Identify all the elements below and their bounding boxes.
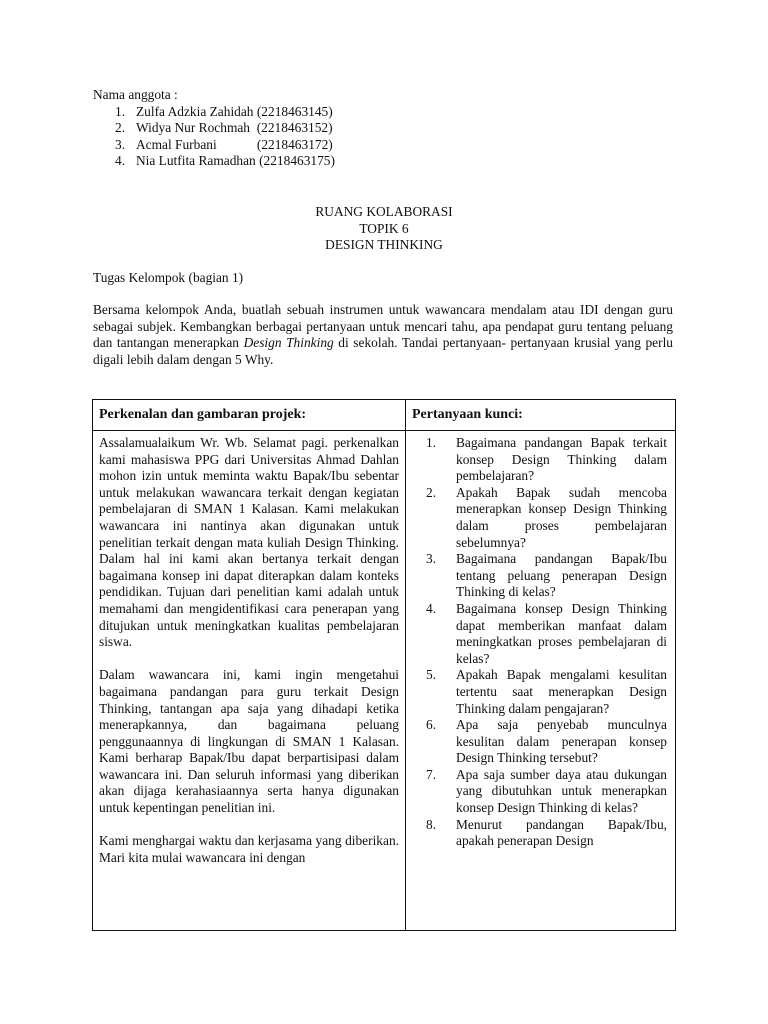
task-heading: Tugas Kelompok (bagian 1) [93, 270, 244, 285]
question-item: 4. Bagaimana konsep Design Thinking dapat memberikan manfaat dalam meningkatkan proses pembelajaran di kelas? [426, 600, 667, 666]
members-list [93, 104, 335, 170]
title-design-thinking: DESIGN THINKING [325, 237, 443, 253]
member-item: 4. Nia Lutfita Ramadhan (2218463175) [115, 153, 335, 169]
question-item: 1. Bagaimana pandangan Bapak terkait konsep Design Thinking dalam pembelajaran? [426, 435, 667, 484]
member-item: 3. Acmal Furbani (2218463172) [115, 136, 333, 152]
questions-cell [406, 431, 676, 931]
title-topik: TOPIK 6 [359, 220, 409, 236]
intro-paragraph: Dalam wawancara ini, kami ingin mengetahui bagaimana pandangan para guru terkait Design Thinking, tantangan apa saja yang dihadapi ketika menerapkannya, dan bagaimana peluang penggunaannya di lingkungan di SMAN 1 Kalasan. Kami berharap Bapak/Ibu dapat berpartisipasi dalam wawancara ini. Dan seluruh informasi yang diberikan akan dijaga kerahasiaannya serta hanya digunakan untuk kepentingan penelitian ini. [99, 667, 399, 816]
question-item: 8. Menurut pandangan Bapak/Ibu, apakah penerapan Design [426, 816, 667, 849]
question-item: 2. Apakah Bapak sudah mencoba menerapkan konsep Design Thinking dalam proses pembelajaran sebelumnya? [426, 484, 667, 550]
title-ruang-kolaborasi: RUANG KOLABORASI [315, 204, 453, 219]
intro-paragraph: Assalamualaikum Wr. Wb. Selamat pagi. perkenalkan kami mahasiswa PPG dari Universitas Ahmad Dahlan mohon izin untuk meminta waktu Bapak/Ibu sebentar untuk melakukan wawancara terkait dengan kegiatan pembelajaran di SMAN 1 Kalasan. Kami melakukan wawancara ini nantinya akan digunakan untuk penelitian terkait dengan mata kuliah Design Thinking. Dalam hal ini kami akan bertanya terkait dengan bagaimana konsep ini dapat diterapkan dalam konteks pendidikan. Tujuan dari penelitian kami adalah untuk memahami dan mengidentifikasi cara penerapan yang ditujukan untuk meningkatkan kualitas pembelajaran siswa. [99, 435, 399, 650]
task-instructions: Bersama kelompok Anda, buatlah sebuah instrumen untuk wawancara mendalam atau IDI dengan guru sebagai subjek. Kembangkan berbagai pertanyaan untuk mencari tahu, apa pendapat guru tentang peluang dan tantangan menerapkan Design Thinking di sekolah. Tandai pertanyaan- pertanyaan krusial yang perlu digali lebih dalam dengan 5 Why. [93, 302, 673, 367]
table-body-row [93, 431, 676, 931]
interview-table [92, 399, 676, 931]
table-header-row [93, 400, 676, 431]
introduction-cell [93, 431, 406, 931]
document-titles [0, 204, 768, 254]
question-item: 3. Bagaimana pandangan Bapak/Ibu tentang peluang penerapan Design Thinking di kelas? [426, 551, 667, 600]
header-key-questions: Pertanyaan kunci: [406, 400, 676, 431]
intro-paragraph: Kami menghargai waktu dan kerjasama yang diberikan. Mari kita mulai wawancara ini dengan [99, 833, 399, 865]
question-item: 5. Apakah Bapak mengalami kesulitan tertentu saat menerapkan Design Thinking dalam pengajaran? [426, 667, 667, 716]
member-item: 2. Widya Nur Rochmah (2218463152) [115, 120, 333, 136]
members-label: Nama anggota : [93, 87, 178, 102]
member-item: 1. Zulfa Adzkia Zahidah (2218463145) [115, 103, 333, 119]
question-item: 7. Apa saja sumber daya atau dukungan yang dibutuhkan untuk menerapkan konsep Design Thinking di kelas? [426, 766, 667, 816]
questions-list [412, 435, 667, 850]
header-introduction: Perkenalan dan gambaran projek: [93, 400, 406, 431]
question-item: 6. Apa saja penyebab munculnya kesulitan dalam penerapan konsep Design Thinking tersebut? [426, 717, 667, 766]
members-section [93, 87, 335, 170]
